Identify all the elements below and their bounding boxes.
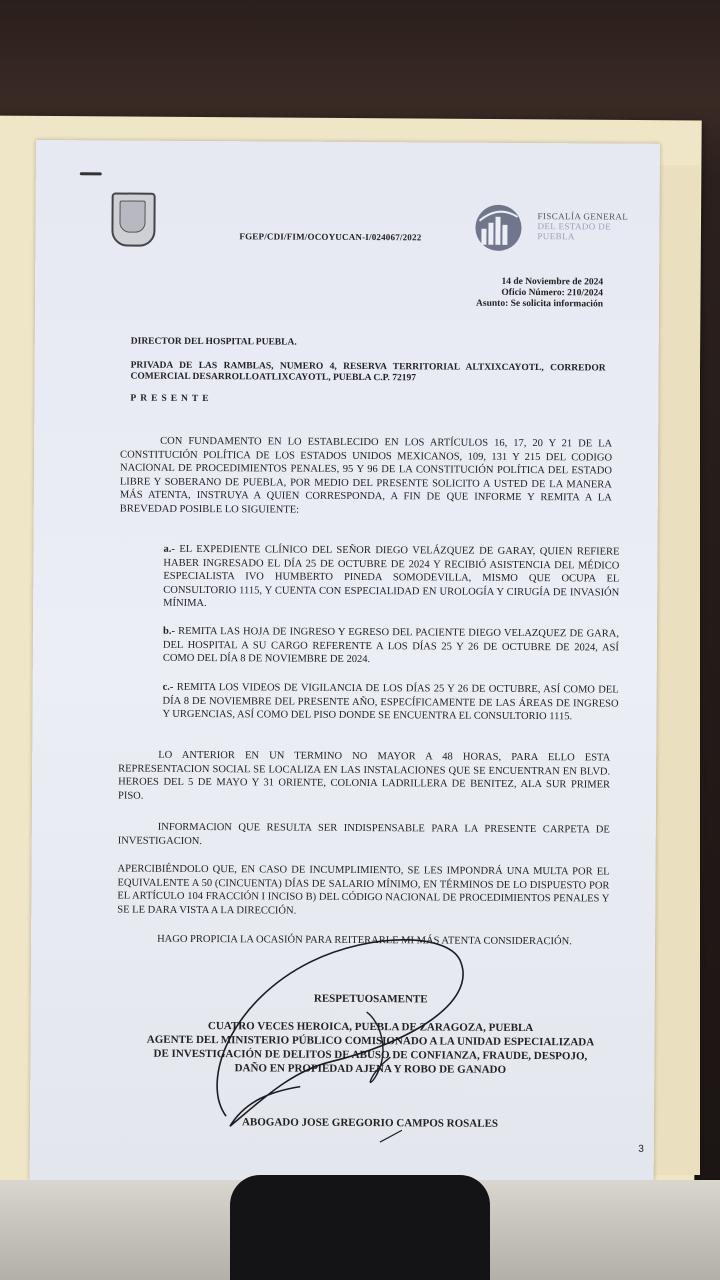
letter-meta	[476, 277, 603, 311]
subject: Asunto: Se solicita información	[476, 298, 604, 310]
request-item-c: c.- REMITA LOS VIDEOS DE VIGILANCIA DE LOS DÍAS 25 Y 26 DE OCTUBRE, ASÍ COMO DEL DÍA 8 DE NOVIEMBRE DEL PRESENTE AÑO, ESPECÍFICAMENTE DE LAS ÁREAS DE INGRESO Y URGENCIAS, ASÍ COMO DEL PISO DONDE SE ENCUENTRA EL CONSULTORIO 1115.	[162, 681, 619, 723]
closing-paragraph: HAGO PROPICIA LA OCASIÓN PARA REITERARLE MI MÁS ATENTA CONSIDERACIÓN.	[157, 933, 572, 948]
warning-paragraph: APERCIBIÉNDOLO QUE, EN CASO DE INCUMPLIMIENTO, SE LES IMPONDRÁ UNA MULTA POR EL EQUIVALENTE A 50 (CINCUENTA) DÍAS DE SALARIO MÍNIMO, EN TÉRMINOS DE LO DISPUESTO POR EL ARTÍCULO 104 FRACCIÓN I INCISO B) DEL CÓDIGO NACIONAL DE PROCEDIMIENTOS PENALES Y SE LE DARA VISTA A LA DIRECCIÓN.	[117, 863, 610, 917]
addressee-title: DIRECTOR DEL HOSPITAL PUEBLA.	[130, 336, 297, 348]
signer-role-line1: AGENTE DEL MINISTERIO PÚBLICO COMISIONADO A LA UNIDAD ESPECIALIZADA	[146, 1033, 595, 1049]
letter-date: 14 de Noviembre de 2024	[501, 276, 604, 288]
pen-mark	[80, 172, 102, 175]
salutation: RESPETUOSAMENTE	[313, 992, 428, 1006]
official-letter	[30, 140, 660, 1184]
request-item-b: b.- REMITA LAS HOJA DE INGRESO Y EGRESO DEL PACIENTE DIEGO VELAZQUEZ DE GARA, DEL HOSPITAL A SU CARGO REFERENTE A LOS DÍAS 25 Y 26 DE OCTUBRE DE 2024, ASÍ COMO DEL DÍA 8 DE NOVIEMBRE DE 2024.	[162, 625, 620, 666]
oficio-number: Oficio Número: 210/2024	[501, 287, 604, 299]
fiscalia-name: FISCALÍA GENERAL DEL ESTADO DE PUEBLA	[537, 211, 629, 242]
request-item-a: a.- EL EXPEDIENTE CLÍNICO DEL SEÑOR DIEGO VELÁZQUEZ DE GARAY, QUIEN REFIERE HABER INGRESADO EL DÍA 25 DE OCTUBRE DE 2024 Y RECIBIÓ ASISTENCIA DEL MÉDICO ESPECIALISTA IVO HUMBERTO PINEDA SOMODEVILLA, MISMO QUE OCUPA EL CONSULTORIO 1115, Y CUENTA CON ESPECIALIDAD EN UROLOGÍA Y CIRUGÍA DE INVASIÓN MÍNIMA.	[163, 543, 620, 610]
fiscalia-logo-icon	[473, 203, 523, 253]
signer-role-line3: DAÑO EN PROPIEDAD AJENA Y ROBO DE GANADO	[234, 1062, 507, 1076]
state-seal-icon	[111, 192, 155, 246]
case-reference: FGEP/CDI/FIM/OCOYUCAN-I/024067/2022	[239, 231, 422, 243]
info-paragraph: INFORMACION QUE RESULTA SER INDISPENSABLE PARA LA PRESENTE CARPETA DE INVESTIGACION.	[117, 821, 610, 847]
signer-city: CUATRO VECES HEROICA, PUEBLA DE ZARAGOZA, PUEBLA	[207, 1020, 534, 1035]
dark-object	[230, 1175, 490, 1280]
addressee-address: PRIVADA DE LAS RAMBLAS, NUMERO 4, RESERVA TERRITORIAL ALTXIXCAYOTL, CORREDOR COMERCIAL DESARROLLOATLIXCAYOTL, PUEBLA C.P. 72197	[130, 360, 606, 384]
signature-block	[110, 1018, 630, 1077]
signer-role-line2: DE INVESTIGACIÓN DE DELITOS DE ABUSO DE CONFIANZA, FRAUDE, DESPOJO,	[153, 1047, 588, 1063]
signer-name: ABOGADO JOSE GREGORIO CAMPOS ROSALES	[241, 1116, 499, 1130]
intro-paragraph: CON FUNDAMENTO EN LO ESTABLECIDO EN LOS ARTÍCULOS 16, 17, 20 Y 21 DE LA CONSTITUCIÓN POLÍTICA DE LOS ESTADOS UNIDOS MEXICANOS, 109, 131 Y 215 DEL CODIGO NACIONAL DE PROCEDIMIENTOS PENALES, 95 Y 96 DE LA CONSTITUCIÓN POLÍTICA DEL ESTADO LIBRE Y SOBERANO DE PUEBLA, POR MEDIO DEL PRESENTE SOLICITO A USTED DE LA MANERA MÁS ATENTA, INSTRUYA A QUIEN CORRESPONDA, A FIN DE QUE INFORME Y REMITA A LA BREVEDAD POSIBLE LO SIGUIENTE:	[119, 435, 613, 516]
presente-label: PRESENTE	[130, 393, 213, 405]
page-number: 3	[638, 1143, 644, 1155]
term-paragraph: LO ANTERIOR EN UN TERMINO NO MAYOR A 48 HORAS, PARA ELLO ESTA REPRESENTACION SOCIAL SE LOCALIZA EN LAS INSTALACIONES QUE SE ENCUENTRAN EN BLVD. HEROES DEL 5 DE MAYO Y 31 ORIENTE, COLONIA LADRILLERA DE BENITEZ, ALA SUR PRIMER PISO.	[117, 749, 611, 802]
